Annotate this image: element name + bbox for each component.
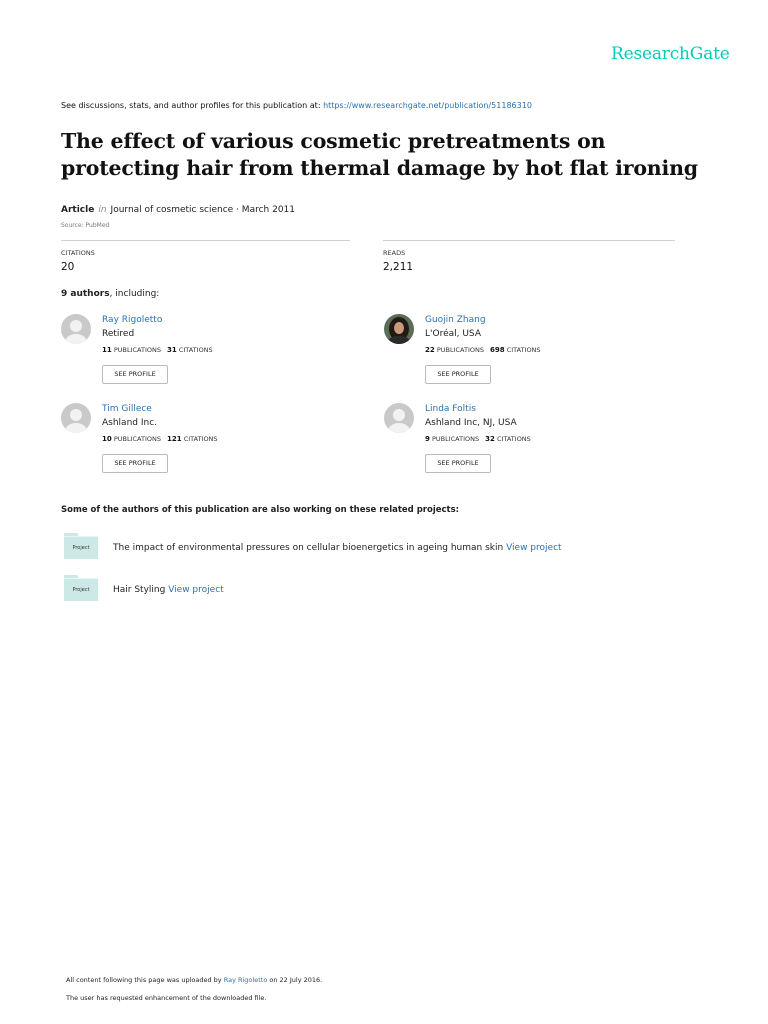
project-text-line [113, 585, 224, 595]
article-type: Article [61, 205, 95, 215]
project-title: The impact of environmental pressures on cellular bioenergetics in ageing human skin [113, 543, 504, 553]
discussion-text: See discussions, stats, and author profiles for this publication at: [61, 101, 324, 110]
author-photo-avatar[interactable] [384, 314, 414, 344]
view-project-link[interactable]: View project [506, 543, 562, 553]
source-line: Source: PubMed [61, 222, 110, 229]
upload-notice [66, 976, 322, 984]
author-citations-label: CITATIONS [496, 435, 531, 443]
author-citations-label: CITATIONS [183, 435, 218, 443]
reads-count: 2,211 [383, 261, 414, 273]
author-affiliation: Ashland Inc. [102, 418, 158, 428]
see-profile-button[interactable]: SEE PROFILE [102, 454, 168, 473]
author-stats [102, 346, 213, 354]
publications-label: PUBLICATIONS [436, 346, 484, 354]
authors-count: 9 authors [61, 289, 110, 299]
project-item [61, 533, 721, 563]
upload-prefix: All content following this page was uploaded by [66, 976, 224, 984]
author-affiliation: Ashland Inc, NJ, USA [425, 418, 517, 428]
citations-count: 20 [61, 261, 75, 273]
default-avatar-icon[interactable] [61, 403, 91, 433]
author-affiliation: L'Oréal, USA [425, 329, 481, 339]
publications-count: 10 [102, 435, 112, 443]
project-folder-icon [64, 533, 98, 559]
see-profile-button[interactable]: SEE PROFILE [425, 365, 491, 384]
related-projects-heading: Some of the authors of this publication are also working on these related projects: [61, 505, 460, 515]
publications-label: PUBLICATIONS [431, 435, 480, 443]
journal-info: Journal of cosmetic science · March 2011 [110, 205, 296, 215]
author-card-guojin-zhang [384, 314, 684, 394]
author-citations-count: 31 [166, 346, 177, 354]
reads-label: READS [383, 249, 406, 257]
reads-divider [383, 240, 675, 241]
project-icon-label: Project [72, 587, 90, 593]
publications-label: PUBLICATIONS [113, 346, 161, 354]
project-icon-label: Project [72, 545, 90, 551]
see-profile-button[interactable]: SEE PROFILE [102, 365, 168, 384]
project-item [61, 575, 721, 605]
author-card-linda-foltis [384, 403, 684, 483]
author-citations-label: CITATIONS [506, 346, 541, 354]
author-stats [425, 346, 541, 354]
upload-suffix: on 22 July 2016. [267, 976, 323, 984]
publication-title: The effect of various cosmetic pretreatments on protecting hair from thermal damage by hot flat ironing [61, 129, 698, 180]
author-name-link[interactable]: Ray Rigoletto [102, 315, 163, 325]
author-card-ray-rigoletto [61, 314, 361, 394]
default-avatar-icon[interactable] [61, 314, 91, 344]
in-label: in [98, 205, 107, 215]
publications-count: 11 [102, 346, 112, 354]
author-name-link[interactable]: Guojin Zhang [425, 315, 486, 325]
project-text-line [113, 543, 562, 553]
author-name-link[interactable]: Tim Gillece [102, 404, 152, 414]
author-stats [425, 435, 531, 443]
see-profile-button[interactable]: SEE PROFILE [425, 454, 491, 473]
author-citations-count: 698 [489, 346, 505, 354]
discussion-line [61, 101, 532, 110]
author-stats [102, 435, 218, 443]
citations-label: CITATIONS [61, 249, 95, 257]
publication-meta [61, 205, 295, 215]
uploader-link[interactable]: Ray Rigoletto [223, 976, 268, 984]
author-affiliation: Retired [102, 329, 135, 339]
authors-heading [61, 289, 159, 299]
author-card-tim-gillece [61, 403, 361, 483]
authors-suffix: , including: [109, 289, 160, 299]
publications-count: 22 [425, 346, 435, 354]
author-name-link[interactable]: Linda Foltis [425, 404, 476, 414]
citations-divider [61, 240, 350, 241]
author-citations-count: 121 [166, 435, 182, 443]
publications-label: PUBLICATIONS [113, 435, 161, 443]
project-folder-icon [64, 575, 98, 601]
publication-link[interactable]: https://www.researchgate.net/publication/51186310 [323, 101, 532, 110]
researchgate-logo[interactable]: ResearchGate [611, 44, 730, 64]
author-citations-count: 32 [485, 435, 495, 443]
publications-count: 9 [425, 435, 430, 443]
enhancement-notice: The user has requested enhancement of the downloaded file. [66, 994, 267, 1002]
view-project-link[interactable]: View project [168, 585, 224, 595]
author-citations-label: CITATIONS [178, 346, 213, 354]
default-avatar-icon[interactable] [384, 403, 414, 433]
project-title: Hair Styling [113, 585, 166, 595]
